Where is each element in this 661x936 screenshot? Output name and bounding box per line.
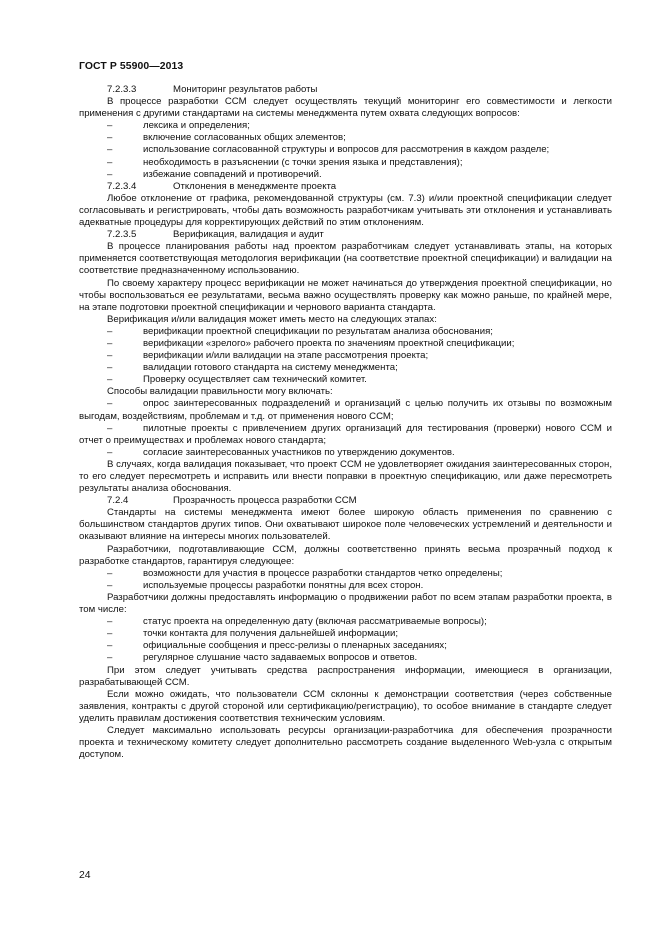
paragraph: Способы валидации правильности могу включать:: [107, 386, 333, 398]
list-item-text: верификации и/или валидации на этапе рассмотрения проекта;: [143, 350, 429, 362]
list-item-text: использование согласованной структуры и вопросов для рассмотрения в каждом разделе;: [143, 144, 550, 156]
dash-bullet-icon: –: [107, 132, 113, 144]
list-item: [79, 580, 612, 592]
paragraph: В процессе разработки ССМ следует осуществлять текущий мониторинг его совместимости и легкости применения с другими стандартами на системы менеджмента путем охвата следующих вопросов:: [79, 96, 612, 120]
list-item: [79, 120, 612, 132]
paragraph: При этом следует учитывать средства распространения информации, имеющиеся в организации, разрабатывающей ССМ.: [79, 664, 612, 688]
section-title: Мониторинг результатов работы: [173, 84, 318, 95]
dash-bullet-icon: –: [107, 446, 113, 458]
paragraph: Если можно ожидать, что пользователи ССМ склонны к демонстрации соответствия (через собственные заявления, контракты с другой стороной или сертификацию/регистрацию), то особое внимание в стандарте следует уделить правилам достижения соответствия техническим условиям.: [79, 688, 612, 724]
dash-bullet-icon: –: [107, 156, 113, 168]
paragraph: Любое отклонение от графика, рекомендованной структуры (см. 7.3) и/или проектной спецификации следует согласовывать и регистрировать, чтобы дать возможность разработчикам учитывать эти отклонения и устанавливать адекватные процедуры для корректирующих действий по этим отклонениям.: [79, 192, 612, 229]
dash-bullet-icon: –: [107, 422, 113, 434]
list-item-text: регулярное слушание часто задаваемых вопросов и ответов.: [143, 652, 418, 664]
dash-bullet-icon: –: [107, 616, 113, 628]
list-item-text: точки контакта для получения дальнейшей информации;: [143, 628, 399, 640]
list-item-text: статус проекта на определенную дату (включая рассматриваемые вопросы);: [143, 616, 487, 628]
section-number: 7.2.4: [107, 495, 129, 507]
list-item-text: необходимость в разъяснении (с точки зрения языка и представления);: [143, 156, 463, 168]
list-item: [79, 169, 612, 181]
list-item: [79, 628, 612, 640]
list-item-text: опрос заинтересованных подразделений и организаций с целью получить их отзывы по возможным выгодам, воздействиям, проблемам и т.д. от применения нового ССМ;: [79, 398, 612, 422]
page-number: 24: [79, 870, 91, 881]
list-item: [79, 132, 612, 144]
dash-bullet-icon: –: [107, 120, 113, 132]
dash-bullet-icon: –: [107, 362, 113, 374]
dash-bullet-icon: –: [107, 144, 113, 156]
paragraph: Разработчики должны предоставлять информацию о продвижении работ по всем этапам разработки проекта, в том числе:: [79, 591, 612, 616]
paragraph: Верификация и/или валидация может иметь место на следующих этапах:: [107, 313, 437, 325]
section-title: Прозрачность процесса разработки ССМ: [173, 495, 357, 507]
list-item-text: официальные сообщения и пресс-релизы о пленарных заседаниях;: [143, 640, 447, 652]
document-body: [79, 84, 612, 761]
list-item-text: верификации проектной спецификации по результатам анализа обоснования;: [143, 325, 493, 337]
section-heading: [79, 229, 612, 241]
list-item: [79, 157, 612, 169]
list-item: [79, 374, 612, 386]
list-item-text: Проверку осуществляет сам технический комитет.: [143, 374, 367, 386]
dash-bullet-icon: –: [107, 628, 113, 640]
list-item-text: пилотные проекты с привлечением других организаций для тестирования (проверки) нового ССМ и отчет о преимуществах и проблемах нового стандарта;: [79, 422, 612, 446]
standard-header: ГОСТ Р 55900—2013: [79, 61, 184, 72]
dash-bullet-icon: –: [107, 652, 113, 664]
list-item-text: используемые процессы разработки понятны для всех сторон.: [143, 579, 424, 591]
paragraph: В случаях, когда валидация показывает, что проект ССМ не удовлетворяет ожидания заинтересованных сторон, то его следует пересмотреть и исправить или внести поправки в проектную спецификацию, или даже пересмотреть результаты анализа обоснования.: [79, 458, 612, 495]
list-item-text: возможности для участия в процессе разработки стандартов четко определены;: [143, 567, 503, 579]
list-item: [79, 362, 612, 374]
paragraph: Разработчики, подготавливающие ССМ, должны соответственно принять весьма прозрачный подход к разработке стандартов, гарантируя следующее:: [79, 543, 612, 567]
dash-bullet-icon: –: [107, 337, 113, 349]
list-item-text: лексика и определения;: [143, 120, 250, 132]
section-title: Верификация, валидация и аудит: [173, 229, 324, 241]
paragraph: В процессе планирования работы над проектом разработчикам следует устанавливать этапы, на которых применяется соответствующая методология верификации (на соответствие проектной спецификации) и валидации на соответствие предназначенному использованию.: [79, 241, 612, 277]
section-number: 7.2.3.5: [107, 229, 137, 241]
dash-bullet-icon: –: [107, 579, 113, 591]
list-item-text: избежание совпадений и противоречий.: [143, 168, 322, 180]
list-item-text: верификации «зрелого» рабочего проекта по значениям проектной спецификации;: [143, 337, 515, 349]
list-item: [79, 144, 612, 156]
list-item: [79, 398, 612, 422]
section-heading: [79, 181, 612, 193]
list-item: [79, 447, 612, 459]
paragraph: По своему характеру процесс верификации не может начинаться до утверждения проектной спецификации, но чтобы воспользоваться ее результатами, весьма важно осуществлять проверку как можно раньше, по крайней мере, на этапе подготовки проектной спецификации и чернового варианта стандарта.: [79, 277, 612, 313]
paragraph: Следует максимально использовать ресурсы организации-разработчика для обеспечения прозрачности проекта и техническому комитету следует дополнительно рассмотреть создание выделенного Web-узла с открытым доступом.: [79, 724, 612, 761]
dash-bullet-icon: –: [107, 567, 113, 579]
section-heading: [79, 84, 612, 96]
section-number: 7.2.3.4: [107, 180, 137, 192]
list-item: [79, 326, 612, 338]
list-item-text: согласие заинтересованных участников по утверждению документов.: [143, 446, 455, 458]
list-item-text: включение согласованных общих элементов;: [143, 132, 346, 144]
dash-bullet-icon: –: [107, 374, 113, 386]
dash-bullet-icon: –: [107, 640, 113, 652]
dash-bullet-icon: –: [107, 325, 113, 337]
list-item: [79, 423, 612, 447]
dash-bullet-icon: –: [107, 398, 113, 410]
dash-bullet-icon: –: [107, 168, 113, 180]
paragraph: Стандарты на системы менеджмента имеют более широкую область применения по сравнению с большинством стандартов других типов. Они охватывают широкое поле человеческих устремлений и деятельности и оказывают влияние на интересы многих пользователей.: [79, 507, 612, 543]
list-item-text: валидации готового стандарта на систему менеджмента;: [143, 362, 398, 374]
dash-bullet-icon: –: [107, 350, 113, 362]
list-item: [79, 616, 612, 628]
list-item: [79, 640, 612, 652]
section-heading: [79, 495, 612, 507]
list-item: [79, 350, 612, 362]
list-item: [79, 568, 612, 580]
section-number: 7.2.3.3: [107, 84, 137, 95]
section-title: Отклонения в менеджменте проекта: [173, 180, 337, 192]
list-item: [79, 652, 612, 664]
list-item: [79, 338, 612, 350]
